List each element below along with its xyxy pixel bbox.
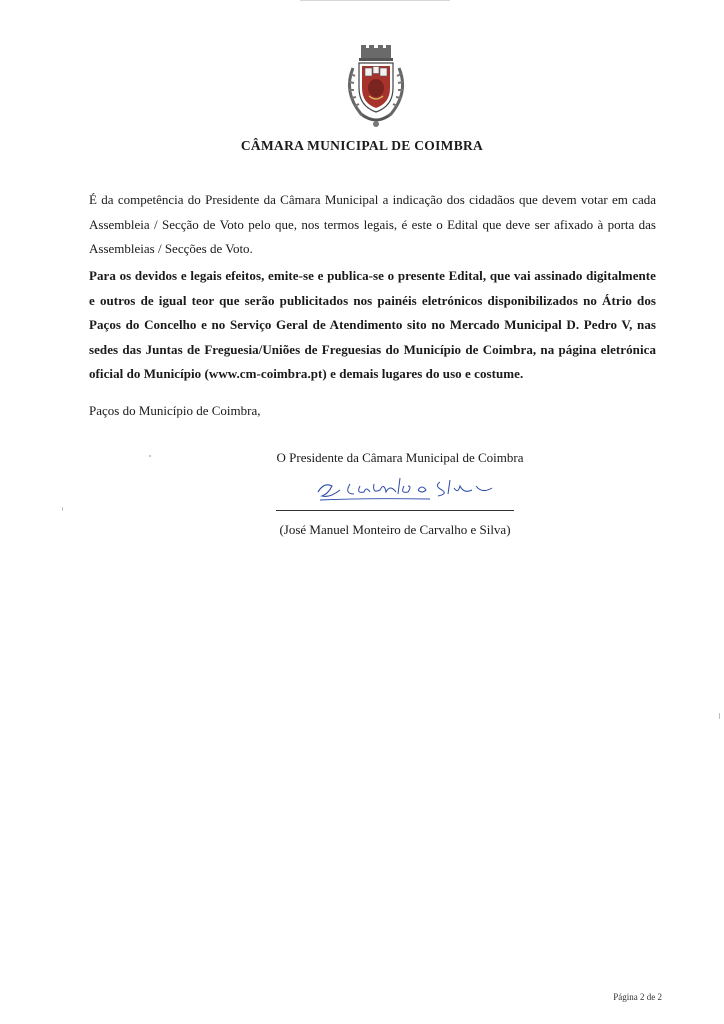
coat-of-arms-icon xyxy=(339,44,413,130)
organization-title: CÂMARA MUNICIPAL DE COIMBRA xyxy=(240,138,484,153)
scan-speck xyxy=(62,507,63,511)
page-number: Página 2 de 2 xyxy=(613,992,662,1002)
body-paragraph: É da competência do Presidente da Câmara Municipal a indicação dos cidadãos que devem votar em cada Assembleia / Secção de Voto pelo que, nos termos legais, é este o Edital que deve ser afixado à porta das Assembleias / Secções de Voto. xyxy=(89,192,656,256)
handwritten-signature xyxy=(310,472,500,504)
scan-speck xyxy=(149,455,151,457)
scan-edge-line xyxy=(300,0,450,1)
bold-paragraph: Para os devidos e legais efeitos, emite-se e publica-se o presente Edital, que vai assinado digitalmente e outros de igual teor que serão publicitados nos painéis eletrónicos disponibilizados no Átrio dos Paços do Concelho e no Serviço Geral de Atendimento sito no Mercado Municipal D. Pedro V, nas sedes das Juntas de Freguesia/Uniões de Freguesias do Município de Coimbra, na página eletrónica oficial do Município (www.cm-coimbra.pt) e demais lugares do uso e costume. xyxy=(89,268,656,381)
signatory-name: (José Manuel Monteiro de Carvalho e Silva) xyxy=(279,522,511,537)
closing-line: Paços do Município de Coimbra, xyxy=(89,403,261,418)
signatory-title: O Presidente da Câmara Municipal de Coimbra xyxy=(276,450,524,465)
scan-speck xyxy=(719,713,720,719)
signature-line xyxy=(276,510,514,511)
